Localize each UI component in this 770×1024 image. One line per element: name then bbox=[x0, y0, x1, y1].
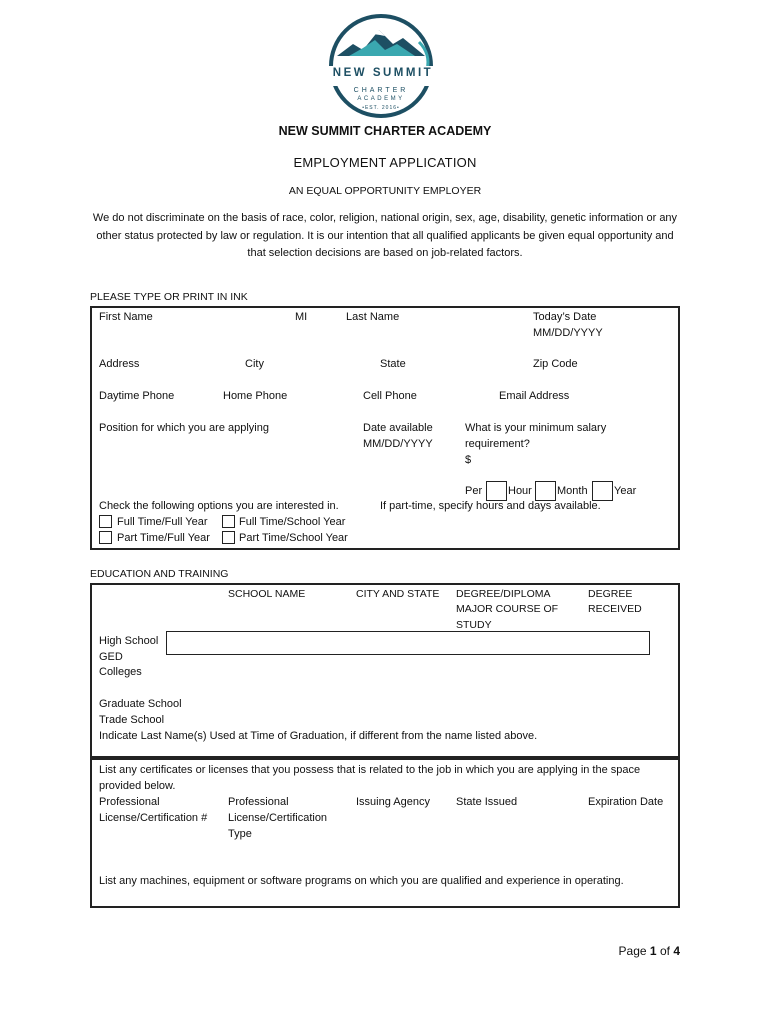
logo-line-academy: ACADEMY bbox=[357, 96, 405, 102]
form-title: EMPLOYMENT APPLICATION bbox=[293, 155, 477, 170]
position-label: Position for which you are applying bbox=[99, 422, 269, 434]
page-indicator bbox=[619, 944, 680, 960]
row-high-school: High School bbox=[99, 635, 159, 647]
full-time-full-year-label: Full Time/Full Year bbox=[117, 516, 208, 528]
col-city-state: CITY AND STATE bbox=[356, 588, 440, 600]
row-colleges: Colleges bbox=[99, 666, 142, 678]
address-label: Address bbox=[99, 358, 140, 370]
part-time-school-year-label: Part Time/School Year bbox=[239, 532, 348, 544]
mi-label: MI bbox=[295, 311, 308, 323]
salary-dollar-sign: $ bbox=[465, 454, 472, 466]
col-received-line2: RECEIVED bbox=[588, 603, 642, 615]
per-label: Per bbox=[465, 485, 483, 497]
date-available-format: MM/DD/YYYY bbox=[363, 438, 433, 450]
row-trade-school: Trade School bbox=[99, 714, 165, 726]
licenses-prompt-line1: List any certificates or licenses that you possess that is related to the job in which you are applying in the space bbox=[99, 764, 641, 776]
full-time-full-year-checkbox[interactable] bbox=[99, 515, 112, 528]
col-expiration-date: Expiration Date bbox=[588, 796, 664, 808]
home-phone-label: Home Phone bbox=[223, 390, 288, 402]
school-logo bbox=[323, 10, 443, 122]
col-state-issued: State Issued bbox=[456, 796, 518, 808]
section-label-personal: PLEASE TYPE OR PRINT IN INK bbox=[90, 291, 248, 303]
licenses-prompt-line2: provided below. bbox=[99, 780, 176, 792]
options-prompt: Check the following options you are interested in. bbox=[99, 500, 339, 512]
month-label: Month bbox=[557, 485, 588, 497]
col-license-type-line1: Professional bbox=[228, 796, 289, 808]
logo-name: NEW SUMMIT bbox=[332, 67, 434, 79]
section-label-education: EDUCATION AND TRAINING bbox=[90, 568, 229, 580]
state-label: State bbox=[380, 358, 406, 370]
nondiscrimination-statement: We do not discriminate on the basis of race, color, religion, national origin, sex, age, disability, genetic information or any other status protected by law or regulation. It is our intention that all qualified applicants be given equal opportunity and that selection decisions are based on job-related factors. bbox=[92, 212, 678, 259]
part-time-note: If part-time, specify hours and days available. bbox=[380, 500, 601, 512]
education-entry-field[interactable] bbox=[166, 631, 650, 655]
row-graduate-school: Graduate School bbox=[99, 698, 182, 710]
logo-est: •EST. 2016• bbox=[362, 105, 400, 111]
col-degree-line2: MAJOR COURSE OF bbox=[456, 603, 559, 615]
full-time-school-year-label: Full Time/School Year bbox=[239, 516, 346, 528]
first-name-label: First Name bbox=[99, 311, 153, 323]
page-total: 4 bbox=[673, 944, 680, 958]
page-word: Page bbox=[618, 944, 647, 958]
year-label: Year bbox=[614, 485, 637, 497]
part-time-full-year-checkbox[interactable] bbox=[99, 531, 112, 544]
salary-question-line2: requirement? bbox=[465, 438, 530, 450]
col-degree-line1: DEGREE/DIPLOMA bbox=[456, 588, 551, 600]
col-degree-line3: STUDY bbox=[456, 619, 492, 631]
col-issuing-agency: Issuing Agency bbox=[356, 796, 430, 808]
row-ged: GED bbox=[99, 651, 123, 663]
school-title: NEW SUMMIT CHARTER ACADEMY bbox=[278, 124, 492, 138]
col-license-number-line1: Professional bbox=[99, 796, 160, 808]
last-name-label: Last Name bbox=[346, 311, 400, 323]
col-license-number-line2: License/Certification # bbox=[99, 812, 208, 824]
col-received-line1: DEGREE bbox=[588, 588, 633, 600]
daytime-phone-label: Daytime Phone bbox=[99, 390, 175, 402]
full-time-school-year-checkbox[interactable] bbox=[222, 515, 235, 528]
part-time-full-year-label: Part Time/Full Year bbox=[117, 532, 210, 544]
per-year-checkbox[interactable] bbox=[592, 481, 613, 501]
todays-date-label: Today’s Date bbox=[533, 311, 597, 323]
col-license-type-line2: License/Certification bbox=[228, 812, 328, 824]
salary-question-line1: What is your minimum salary bbox=[465, 422, 607, 434]
part-time-school-year-checkbox[interactable] bbox=[222, 531, 235, 544]
city-label: City bbox=[245, 358, 264, 370]
email-label: Email Address bbox=[499, 390, 570, 402]
zip-label: Zip Code bbox=[533, 358, 578, 370]
of-word: of bbox=[659, 944, 670, 958]
date-available-label: Date available bbox=[363, 422, 433, 434]
machines-prompt: List any machines, equipment or software programs on which you are qualified and experience in operating. bbox=[99, 875, 624, 887]
col-school-name: SCHOOL NAME bbox=[228, 588, 306, 600]
per-month-checkbox[interactable] bbox=[535, 481, 556, 501]
hour-label: Hour bbox=[508, 485, 532, 497]
per-hour-checkbox[interactable] bbox=[486, 481, 507, 501]
eoe-subtitle: AN EQUAL OPPORTUNITY EMPLOYER bbox=[288, 185, 482, 197]
cell-phone-label: Cell Phone bbox=[363, 390, 417, 402]
logo-line-charter: CHARTER bbox=[353, 87, 409, 94]
page-number: 1 bbox=[649, 944, 657, 958]
todays-date-format: MM/DD/YYYY bbox=[533, 327, 603, 339]
col-license-type-line3: Type bbox=[228, 828, 252, 840]
last-name-note: Indicate Last Name(s) Used at Time of Graduation, if different from the name listed above. bbox=[99, 730, 538, 742]
